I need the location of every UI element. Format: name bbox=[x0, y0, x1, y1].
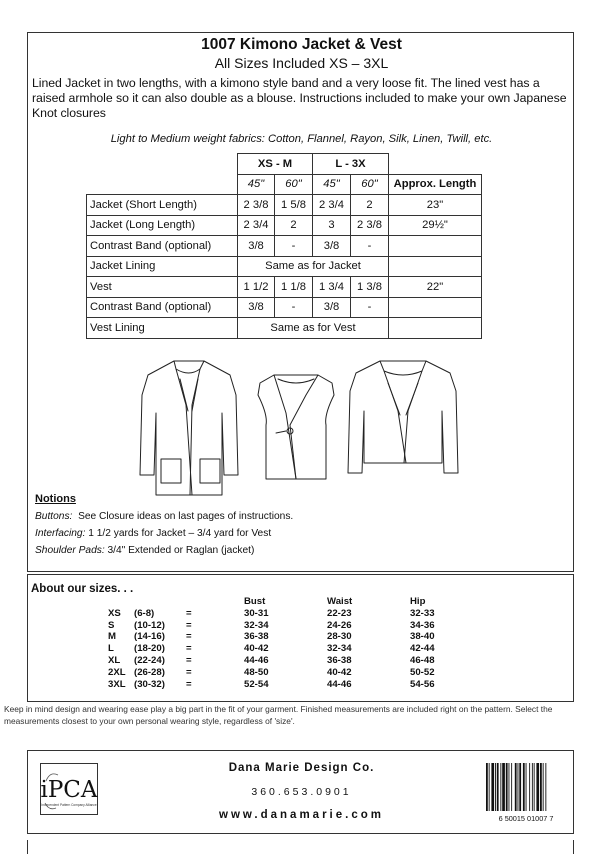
ipca-logo-text: iPCA bbox=[40, 777, 98, 803]
waist-value: 24-26 bbox=[327, 619, 352, 631]
upc-barcode bbox=[482, 761, 570, 823]
approx-length-cell: 29½" bbox=[389, 215, 482, 236]
notion-text: See Closure ideas on last pages of instructions. bbox=[78, 511, 294, 522]
pattern-info-panel bbox=[27, 32, 574, 572]
company-phone: 360.653.0901 bbox=[251, 786, 352, 798]
hip-value: 38-40 bbox=[410, 631, 435, 643]
fabric-width-header: 60" bbox=[351, 174, 389, 195]
waist-value: 36-38 bbox=[327, 654, 352, 666]
barcode-digits: 6 50015 01007 7 bbox=[498, 814, 554, 823]
size-range: (30-32) bbox=[134, 678, 165, 690]
size-row bbox=[108, 620, 470, 632]
yardage-row bbox=[87, 236, 482, 257]
sizes-heading: About our sizes. . . bbox=[31, 583, 134, 595]
approx-length-cell bbox=[389, 236, 482, 257]
barcode-bar bbox=[502, 763, 505, 811]
yardage-merged-cell: Same as for Jacket bbox=[238, 256, 389, 277]
size-code: XL bbox=[108, 654, 121, 666]
approx-length-header: Approx. Length bbox=[389, 174, 482, 195]
yardage-cell: 2 3/8 bbox=[238, 195, 275, 216]
barcode-bar bbox=[511, 763, 512, 811]
barcode-bar bbox=[536, 763, 539, 811]
fabric-width-header: 60" bbox=[275, 174, 313, 195]
size-code: M bbox=[108, 631, 116, 643]
size-chart-table bbox=[108, 596, 470, 690]
equals-sign: = bbox=[186, 666, 192, 678]
waist-value: 40-42 bbox=[327, 666, 352, 678]
yardage-cell: - bbox=[351, 236, 389, 257]
size-code: S bbox=[108, 619, 115, 631]
size-range: (14-16) bbox=[134, 631, 165, 643]
notion-label: Buttons: bbox=[35, 511, 73, 522]
size-row bbox=[108, 643, 470, 655]
pattern-description: Lined Jacket in two lengths, with a kimono style band and a very loose fit. The lined vest has a raised armhole so it can also double as a blouse. Instructions included to make your own Japanese Knot closures bbox=[32, 76, 567, 120]
barcode-bar bbox=[543, 763, 544, 811]
yardage-cell: 1 1/2 bbox=[238, 277, 275, 298]
yardage-row-label: Jacket (Short Length) bbox=[87, 195, 238, 216]
barcode-bar bbox=[491, 763, 494, 811]
hip-value: 42-44 bbox=[410, 643, 435, 655]
barcode-bar bbox=[506, 763, 508, 811]
size-chart-panel bbox=[27, 574, 574, 702]
notion-item bbox=[35, 508, 293, 525]
notion-item bbox=[35, 525, 293, 542]
barcode-bar bbox=[486, 763, 488, 811]
crop-mark bbox=[27, 840, 28, 854]
waist-value: 44-46 bbox=[327, 678, 352, 690]
yardage-row-label: Contrast Band (optional) bbox=[87, 236, 238, 257]
hip-value: 50-52 bbox=[410, 666, 435, 678]
yardage-cell: 2 3/4 bbox=[313, 195, 351, 216]
hip-value: 46-48 bbox=[410, 654, 435, 666]
yardage-row bbox=[87, 215, 482, 236]
size-row bbox=[108, 679, 470, 691]
yardage-width-header-row bbox=[87, 174, 482, 195]
yardage-cell: 3 bbox=[313, 215, 351, 236]
yardage-row-label: Jacket (Long Length) bbox=[87, 215, 238, 236]
yardage-cell: 3/8 bbox=[313, 236, 351, 257]
barcode-bar bbox=[534, 763, 535, 811]
equals-sign: = bbox=[186, 631, 192, 643]
size-chart-header-row bbox=[108, 596, 470, 608]
size-row bbox=[108, 655, 470, 667]
pattern-subtitle: All Sizes Included XS – 3XL bbox=[214, 55, 389, 71]
notions-heading: Notions bbox=[35, 493, 76, 505]
yardage-row-label: Contrast Band (optional) bbox=[87, 297, 238, 318]
yardage-cell: 1 3/8 bbox=[351, 277, 389, 298]
bust-value: 48-50 bbox=[244, 666, 269, 678]
long-jacket-illustration bbox=[140, 361, 238, 495]
size-range: (18-20) bbox=[134, 643, 165, 655]
yardage-cell: 1 5/8 bbox=[275, 195, 313, 216]
size-code: 3XL bbox=[108, 678, 126, 690]
yardage-cell: 3/8 bbox=[238, 297, 275, 318]
company-website[interactable]: www.danamarie.com bbox=[219, 809, 384, 821]
size-column-header: Bust bbox=[244, 596, 266, 607]
fit-note: Keep in mind design and wearing ease play a big part in the fit of your garment. Finished measurements are included right on the pattern. Select the measurements closest to your own personal wearing style, regardless of 'size'. bbox=[4, 704, 553, 726]
size-group-header: XS - M bbox=[238, 154, 313, 175]
barcode-bar bbox=[495, 763, 496, 811]
barcode-bar bbox=[515, 763, 517, 811]
hip-value: 32-33 bbox=[410, 607, 435, 619]
fabric-width-header: 45" bbox=[238, 174, 275, 195]
yardage-cell: 1 1/8 bbox=[275, 277, 313, 298]
notion-text: 3/4" Extended or Raglan (jacket) bbox=[107, 545, 255, 556]
size-range: (22-24) bbox=[134, 654, 165, 666]
notion-text: 1 1/2 yards for Jacket – 3/4 yard for Vest bbox=[88, 528, 272, 539]
yardage-cell: - bbox=[351, 297, 389, 318]
yardage-row-label: Vest bbox=[87, 277, 238, 298]
yardage-merged-cell: Same as for Vest bbox=[238, 318, 389, 339]
size-group-header: L - 3X bbox=[313, 154, 389, 175]
hip-value: 54-56 bbox=[410, 678, 435, 690]
barcode-bar bbox=[489, 763, 490, 811]
notion-label: Interfacing: bbox=[35, 528, 86, 539]
barcode-bar bbox=[526, 763, 527, 811]
yardage-row bbox=[87, 256, 482, 277]
barcode-bar bbox=[519, 763, 521, 811]
yardage-cell: 3/8 bbox=[313, 297, 351, 318]
size-range: (26-28) bbox=[134, 666, 165, 678]
size-code: XS bbox=[108, 607, 121, 619]
barcode-bar bbox=[500, 763, 501, 811]
crop-mark bbox=[573, 840, 574, 854]
equals-sign: = bbox=[186, 619, 192, 631]
barcode-bar bbox=[545, 763, 546, 811]
bust-value: 36-38 bbox=[244, 631, 269, 643]
bust-value: 30-31 bbox=[244, 607, 269, 619]
equals-sign: = bbox=[186, 607, 192, 619]
size-code: L bbox=[108, 643, 114, 655]
waist-value: 28-30 bbox=[327, 631, 352, 643]
yardage-cell: 2 3/8 bbox=[351, 215, 389, 236]
yardage-cell: 3/8 bbox=[238, 236, 275, 257]
equals-sign: = bbox=[186, 654, 192, 666]
company-footer bbox=[27, 750, 574, 834]
yardage-row bbox=[87, 297, 482, 318]
fabric-width-header: 45" bbox=[313, 174, 351, 195]
barcode-bars bbox=[486, 763, 546, 811]
approx-length-cell: 22" bbox=[389, 277, 482, 298]
yardage-row-label: Vest Lining bbox=[87, 318, 238, 339]
bust-value: 52-54 bbox=[244, 678, 269, 690]
waist-value: 32-34 bbox=[327, 643, 352, 655]
approx-length-cell bbox=[389, 318, 482, 339]
yardage-row bbox=[87, 277, 482, 298]
size-row bbox=[108, 631, 470, 643]
size-row bbox=[108, 667, 470, 679]
fabric-suggestions: Light to Medium weight fabrics: Cotton, Flannel, Rayon, Silk, Linen, Twill, etc. bbox=[110, 133, 493, 145]
garment-illustrations bbox=[136, 355, 466, 503]
hip-value: 34-36 bbox=[410, 619, 435, 631]
company-name: Dana Marie Design Co. bbox=[228, 762, 375, 774]
size-row bbox=[108, 608, 470, 620]
size-range: (10-12) bbox=[134, 619, 165, 631]
bust-value: 32-34 bbox=[244, 619, 269, 631]
barcode-bar bbox=[509, 763, 510, 811]
yardage-table bbox=[86, 153, 482, 339]
yardage-row-label: Jacket Lining bbox=[87, 256, 238, 277]
barcode-bar bbox=[497, 763, 499, 811]
barcode-bar bbox=[518, 763, 519, 811]
yardage-size-header-row bbox=[87, 154, 482, 175]
yardage-cell: 2 bbox=[275, 215, 313, 236]
yardage-cell: 1 3/4 bbox=[313, 277, 351, 298]
vest-illustration bbox=[258, 375, 334, 479]
bust-value: 40-42 bbox=[244, 643, 269, 655]
approx-length-cell bbox=[389, 297, 482, 318]
waist-value: 22-23 bbox=[327, 607, 352, 619]
size-column-header: Hip bbox=[410, 596, 426, 607]
size-column-header: Waist bbox=[327, 596, 353, 607]
size-code: 2XL bbox=[108, 666, 126, 678]
yardage-row bbox=[87, 318, 482, 339]
notions-section bbox=[35, 491, 293, 559]
notion-label: Shoulder Pads: bbox=[35, 545, 105, 556]
equals-sign: = bbox=[186, 678, 192, 690]
bust-value: 44-46 bbox=[244, 654, 269, 666]
yardage-cell: - bbox=[275, 297, 313, 318]
short-jacket-illustration bbox=[348, 361, 458, 473]
approx-length-cell bbox=[389, 256, 482, 277]
approx-length-cell: 23" bbox=[389, 195, 482, 216]
barcode-bar bbox=[540, 763, 542, 811]
barcode-bar bbox=[523, 763, 525, 811]
yardage-cell: 2 3/4 bbox=[238, 215, 275, 236]
barcode-bar bbox=[532, 763, 533, 811]
notion-item bbox=[35, 542, 293, 559]
yardage-cell: 2 bbox=[351, 195, 389, 216]
ipca-logo-caption: Independent Pattern Company Alliance bbox=[41, 803, 97, 807]
yardage-row bbox=[87, 195, 482, 216]
pattern-title: 1007 Kimono Jacket & Vest bbox=[201, 36, 402, 53]
equals-sign: = bbox=[186, 643, 192, 655]
size-range: (6-8) bbox=[134, 607, 155, 619]
yardage-cell: - bbox=[275, 236, 313, 257]
barcode-bar bbox=[529, 763, 530, 811]
